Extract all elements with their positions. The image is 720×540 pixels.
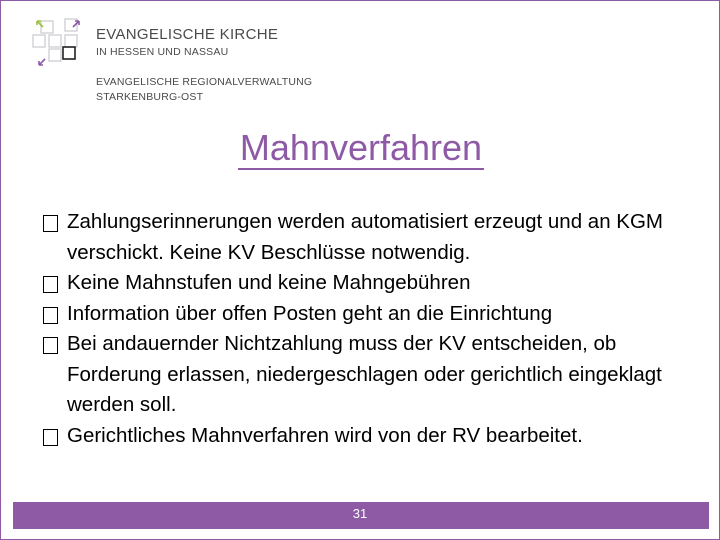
page-number: 31 <box>352 506 368 521</box>
checkbox-square-icon <box>43 429 58 446</box>
cross-squares-logo-icon <box>29 17 87 69</box>
bullet-text: Keine Mahnstufen und keine Mahngebühren <box>67 271 471 294</box>
slide-title-container <box>1 127 719 170</box>
bullet-item <box>47 421 697 452</box>
bullet-text: Zahlungserinnerungen werden automatisiert erzeugt und an KGM verschickt. Keine KV Beschlüsse notwendig. <box>67 210 663 264</box>
bullet-text: Gerichtliches Mahnverfahren wird von der RV bearbeitet. <box>67 423 583 447</box>
org-unit-line2: STARKENBURG-OST <box>96 91 204 103</box>
org-name-line1: EVANGELISCHE KIRCHE <box>96 26 279 43</box>
org-unit-line1: EVANGELISCHE REGIONALVERWALTUNG <box>96 76 313 88</box>
slide-title: Mahnverfahren <box>239 127 483 168</box>
bullet-text: Information über offen Posten geht an die Einrichtung <box>67 301 553 325</box>
bullet-item <box>47 207 697 268</box>
checkbox-square-icon <box>43 337 58 354</box>
bullet-text: Bei andauernder Nichtzahlung muss der KV entscheiden, ob Forderung erlassen, niedergeschlagen oder gerichtlich eingeklagt werden soll. <box>67 332 662 416</box>
checkbox-square-icon <box>43 307 58 324</box>
checkbox-square-icon <box>43 276 58 293</box>
bullet-item <box>47 268 697 299</box>
org-name-line2: IN HESSEN UND NASSAU <box>96 46 229 58</box>
bullet-item <box>47 329 697 421</box>
bullet-item <box>47 299 697 330</box>
bullet-list <box>47 207 697 451</box>
checkbox-square-icon <box>43 215 58 232</box>
